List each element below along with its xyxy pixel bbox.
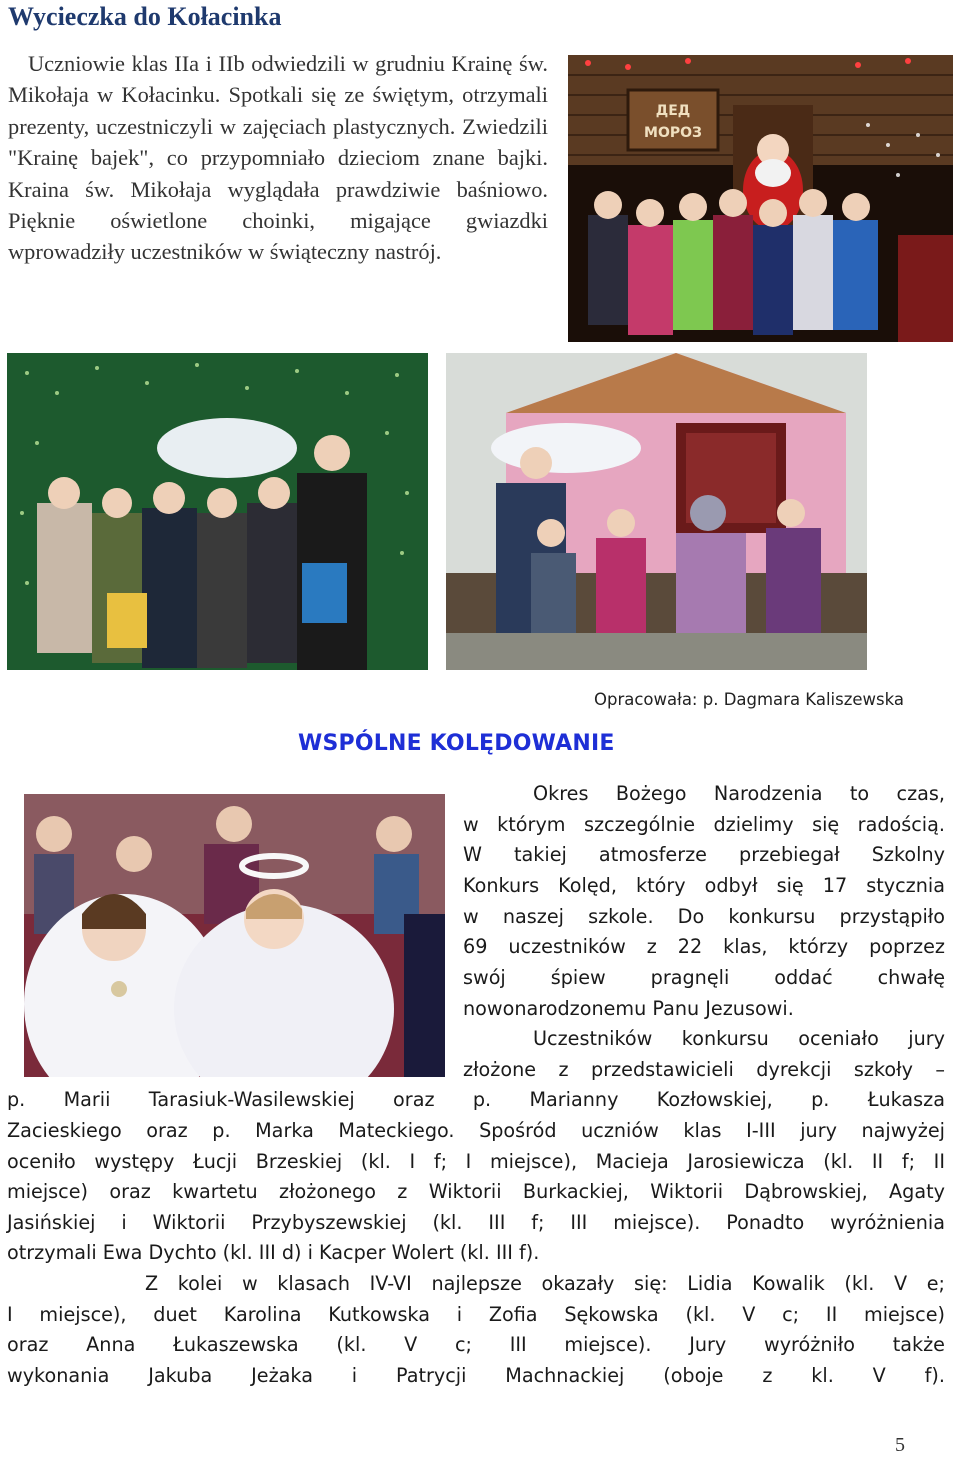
article-text-line: nowonarodzonemu Panu Jezusowi. <box>463 997 794 1020</box>
article-text-line: Z kolei w klasach IV-VI najlepsze okazały się: Lidia Kowalik (kl. V e; <box>145 1272 945 1295</box>
svg-text:ДЕД: ДЕД <box>655 103 691 119</box>
article-text-line: otrzymali Ewa Dychto (kl. III d) i Kacper Wolert (kl. III f). <box>7 1241 540 1264</box>
article-text-line: Okres Bożego Narodzenia to czas, <box>533 782 945 805</box>
article-text-line: Zacieskiego oraz p. Marka Mateckiego. Spośród uczniów klas I-III jury najwyżej <box>7 1119 945 1142</box>
article-text-line: Uczestników konkursu oceniało jury <box>533 1027 945 1050</box>
photo-carol-angels <box>24 794 445 1077</box>
svg-text:МОРОЗ: МОРОЗ <box>644 125 702 141</box>
article-text-line: W takiej atmosferze przebiegał Szkolny <box>463 843 945 866</box>
article-text-line: 69 uczestników z 22 klas, którzy poprzez <box>463 935 945 958</box>
article-title: Wycieczka do Kołacinka <box>8 2 282 31</box>
page-number: 5 <box>895 1434 905 1456</box>
article-text-line: złożone z przedstawicieli dyrekcji szkoły – <box>463 1058 945 1081</box>
photo-gingerbread-house <box>446 353 867 670</box>
article-paragraph: Uczniowie klas IIa i IIb odwiedzili w grudniu Krainę św. Mikołaja w Kołacinku. Spotkali się ze świętym, otrzymali prezenty, uczestniczyli w zajęciach plastycznych. Zwiedzili "Krainę bajek", co przypomniało dzieciom znane bajki. Kraina św. Mikołaja wyglądała prawdziwie baśniowo. Pięknie oświetlone choinki, migające gwiazdki wprowadziły uczestników w świąteczny nastrój. <box>8 51 548 265</box>
article-text-line: miejsce) oraz kwartetu złożonego z Wiktorii Burkackiej, Wiktorii Dąbrowskiej, Agaty <box>7 1180 945 1203</box>
article-text-line: Konkurs Kolęd, który odbył się 17 stycznia <box>463 874 945 897</box>
article-text-line: p. Marii Tarasiuk-Wasilewskiej oraz p. Marianny Kozłowskiej, p. Łukasza <box>7 1088 945 1111</box>
section-heading: WSPÓLNE KOLĘDOWANIE <box>298 731 615 756</box>
article-text-line: swój śpiew pragnęli oddać chwałę <box>463 966 945 989</box>
photo-santa-house <box>568 55 953 342</box>
photo-light-tunnel <box>7 353 428 670</box>
article-text-line: oraz Anna Łukaszewska (kl. V c; III miejsce). Jury wyróżniło także <box>7 1333 945 1356</box>
author-credit: Opracowała: p. Dagmara Kaliszewska <box>594 690 904 709</box>
article-text-line: Jasińskiej i Wiktorii Przybyszewskiej (kl. III f; III miejsce). Ponadto wyróżnienia <box>7 1211 945 1234</box>
article-text-line: wykonania Jakuba Jeżaka i Patrycji Machnackiej (oboje z kl. V f). <box>7 1364 945 1387</box>
article-text-line: w którym szczególnie dzielimy się radością. <box>463 813 945 836</box>
article-text-line: I miejsce), duet Karolina Kutkowska i Zofia Sękowska (kl. V c; II miejsce) <box>7 1303 945 1326</box>
article-text-line: w naszej szkole. Do konkursu przystąpiło <box>463 905 945 928</box>
article-text-line: oceniło występy Łucji Brzeskiej (kl. I f; I miejsce), Macieja Jarosiewicza (kl. II f; II <box>7 1150 945 1173</box>
